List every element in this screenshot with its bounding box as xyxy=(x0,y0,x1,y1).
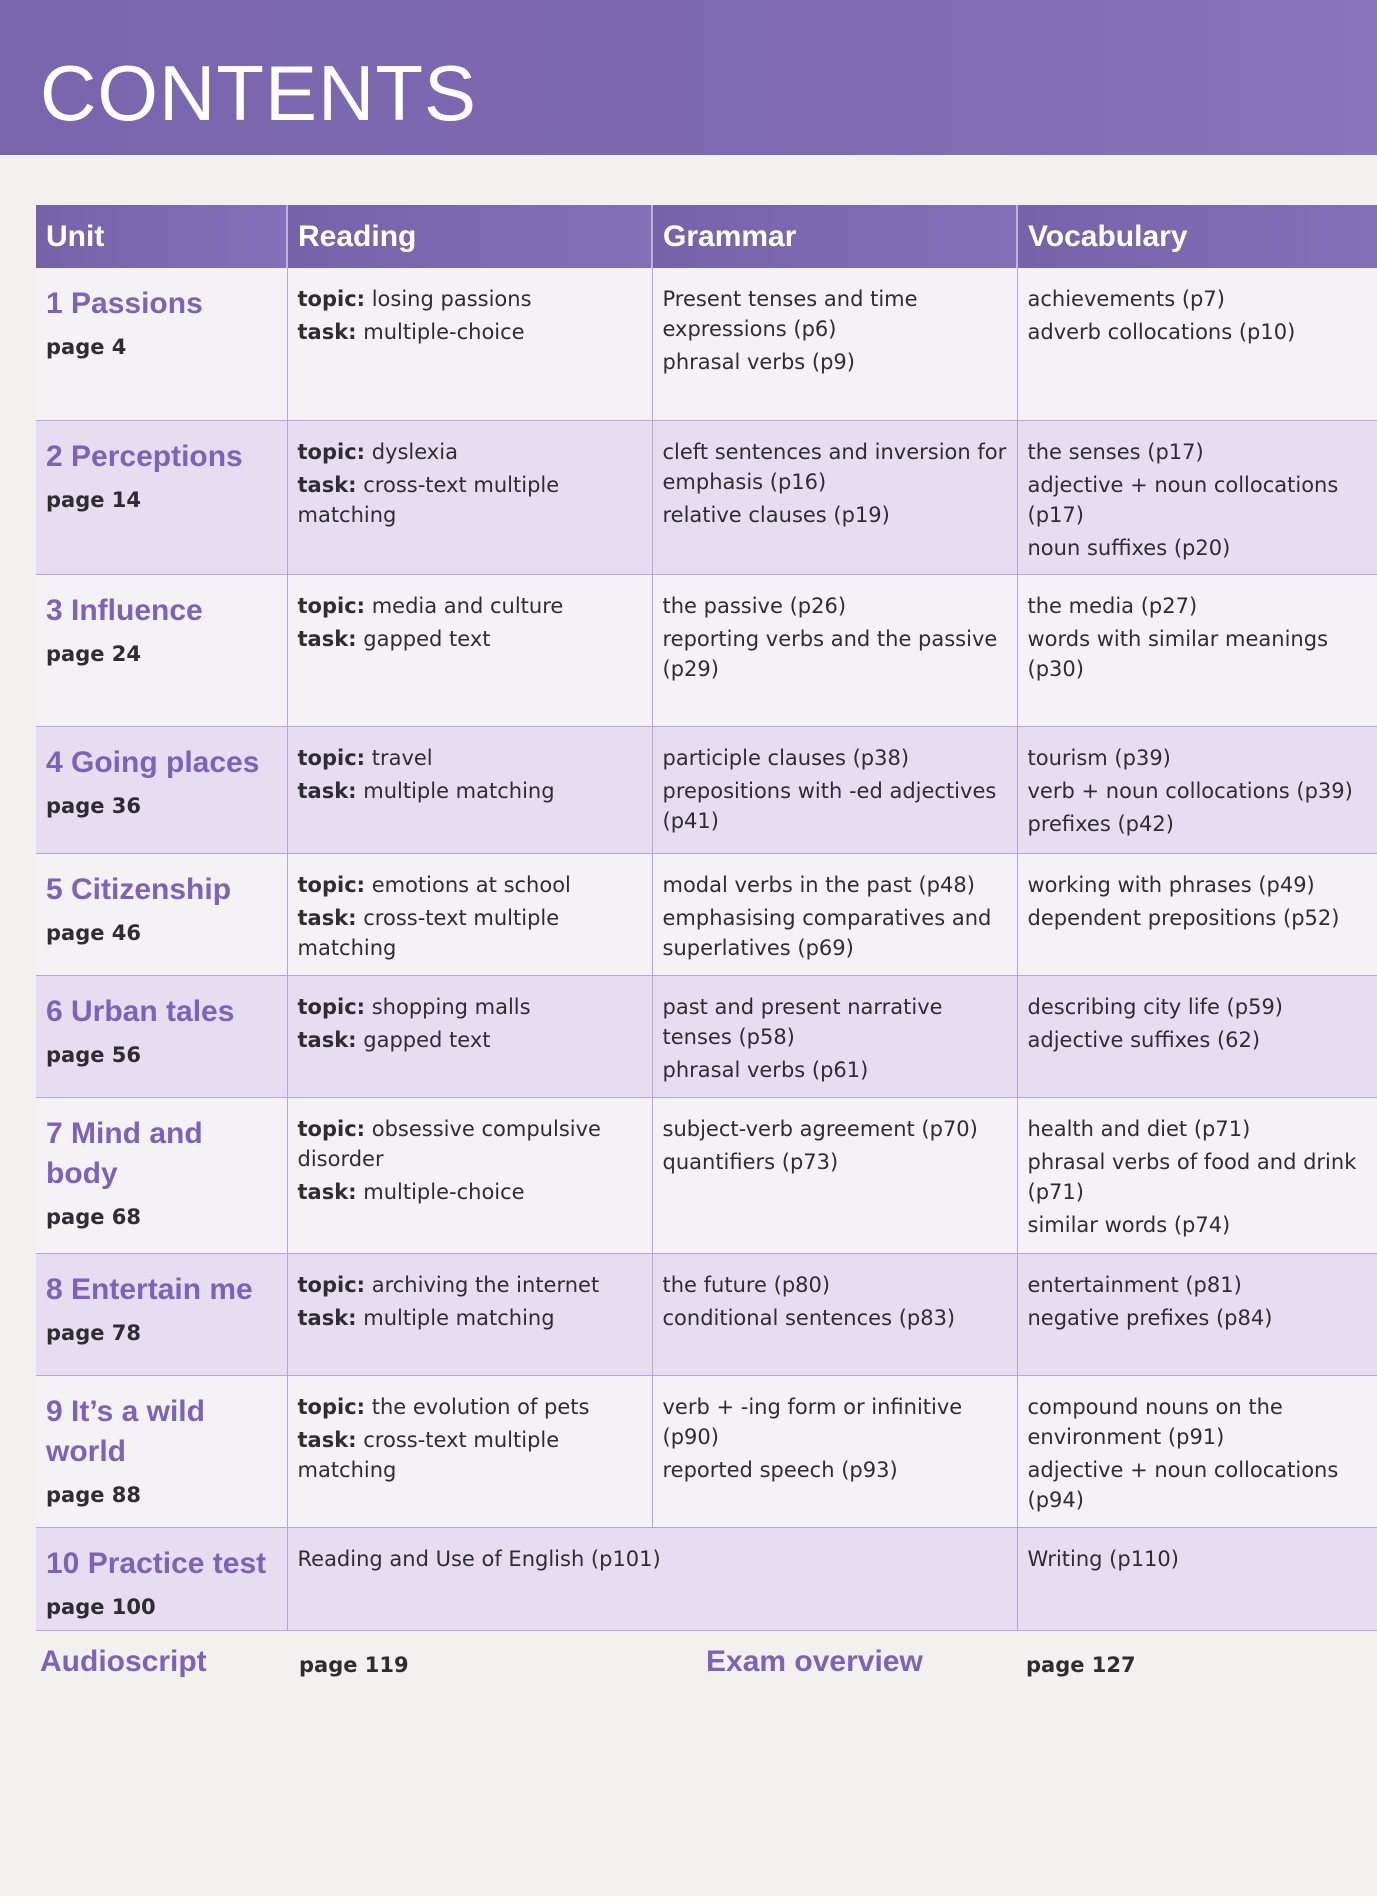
reading-cell xyxy=(287,574,652,726)
task-text: multiple matching xyxy=(356,1305,555,1330)
unit-page: page 46 xyxy=(46,920,142,945)
reading-task xyxy=(298,470,642,530)
topic-label: topic: xyxy=(297,1116,366,1141)
reading-cell xyxy=(287,1097,652,1253)
vocabulary-cell xyxy=(1017,420,1377,574)
task-label: task: xyxy=(297,1027,357,1052)
unit-cell xyxy=(36,1253,287,1375)
exam-overview-link[interactable]: Exam overview xyxy=(706,1645,923,1678)
task-text: multiple-choice xyxy=(356,320,525,344)
reading-topic xyxy=(298,284,642,314)
reading-grammar-span-cell xyxy=(287,1527,1017,1630)
grammar-cell xyxy=(652,853,1017,975)
reading-cell xyxy=(287,1253,652,1375)
task-text: gapped text xyxy=(356,1027,491,1052)
vocabulary-item: negative prefixes (p84) xyxy=(1027,1305,1273,1330)
table-header-row xyxy=(36,205,1377,268)
grammar-item: past and present narrative tenses (p58) xyxy=(662,994,943,1049)
column-header-unit: Unit xyxy=(36,205,287,268)
grammar-cell xyxy=(652,975,1017,1097)
topic-text: obsessive compulsive disorder xyxy=(297,1116,601,1171)
unit-title[interactable]: 10 Practice test xyxy=(46,1546,267,1580)
vocabulary-item: compound nouns on the environment (p91) xyxy=(1027,1394,1283,1449)
unit-title[interactable]: 3 Influence xyxy=(46,593,203,627)
reading-cell xyxy=(287,853,652,975)
unit-cell xyxy=(36,1097,287,1253)
grammar-item: relative clauses (p19) xyxy=(662,502,890,527)
task-label: task: xyxy=(297,320,357,344)
vocabulary-cell xyxy=(1017,1375,1377,1527)
reading-topic xyxy=(298,992,642,1022)
unit-page: page 14 xyxy=(46,487,142,512)
vocabulary-item: describing city life (p59) xyxy=(1027,994,1283,1019)
unit-title[interactable]: 1 Passions xyxy=(46,287,203,320)
topic-text: emotions at school xyxy=(365,872,571,897)
grammar-cell xyxy=(652,574,1017,726)
unit-title[interactable]: 4 Going places xyxy=(46,745,260,779)
topic-text: media and culture xyxy=(365,593,564,618)
topic-label: topic: xyxy=(297,287,366,311)
unit-title[interactable]: 7 Mind and body xyxy=(46,1116,203,1190)
grammar-item: quantifiers (p73) xyxy=(662,1149,839,1174)
reading-cell xyxy=(287,420,652,574)
task-label: task: xyxy=(297,905,357,930)
reading-cell xyxy=(287,268,652,420)
task-text: cross-text multiple matching xyxy=(297,472,560,527)
vocabulary-item: the media (p27) xyxy=(1027,593,1198,618)
header-banner xyxy=(0,0,1377,155)
task-label: task: xyxy=(297,1427,357,1452)
task-text: multiple matching xyxy=(356,778,555,803)
vocabulary-item: tourism (p39) xyxy=(1027,745,1171,770)
table-row xyxy=(36,574,1377,726)
vocabulary-cell xyxy=(1017,268,1377,420)
vocabulary-item: the senses (p17) xyxy=(1027,439,1204,464)
exam-overview-page: page 127 xyxy=(1026,1653,1136,1677)
vocabulary-item: similar words (p74) xyxy=(1027,1212,1231,1237)
grammar-item: reported speech (p93) xyxy=(662,1457,898,1482)
task-label: task: xyxy=(297,1305,357,1330)
reading-task xyxy=(298,1025,642,1055)
reading-cell xyxy=(287,1375,652,1527)
unit-title[interactable]: 5 Citizenship xyxy=(46,872,232,906)
reading-task xyxy=(298,624,642,654)
table-row xyxy=(36,268,1377,420)
grammar-item: phrasal verbs (p61) xyxy=(662,1057,869,1082)
task-label: task: xyxy=(297,472,357,497)
reading-task xyxy=(298,903,642,963)
reading-topic xyxy=(298,870,642,900)
topic-text: the evolution of pets xyxy=(365,1394,590,1419)
unit-title[interactable]: 8 Entertain me xyxy=(46,1272,253,1306)
unit-cell xyxy=(36,268,287,420)
grammar-item: Present tenses and time expressions (p6) xyxy=(662,287,918,341)
reading-task xyxy=(298,776,642,806)
column-header-grammar: Grammar xyxy=(652,205,1017,268)
vocabulary-item: entertainment (p81) xyxy=(1027,1272,1242,1297)
topic-text: shopping malls xyxy=(365,994,531,1019)
grammar-cell xyxy=(652,1253,1017,1375)
topic-label: topic: xyxy=(297,994,366,1019)
vocabulary-item: words with similar meanings (p30) xyxy=(1027,626,1329,681)
audioscript-page: page 119 xyxy=(299,1653,409,1677)
vocabulary-item: prefixes (p42) xyxy=(1027,811,1174,836)
grammar-cell xyxy=(652,420,1017,574)
reading-topic xyxy=(298,1270,642,1300)
grammar-item: the future (p80) xyxy=(662,1272,831,1297)
unit-cell xyxy=(36,574,287,726)
grammar-item: prepositions with -ed adjectives (p41) xyxy=(662,778,997,833)
unit-title[interactable]: 6 Urban tales xyxy=(46,994,235,1028)
vocabulary-item: health and diet (p71) xyxy=(1027,1116,1251,1141)
reading-task xyxy=(298,1177,642,1207)
unit-title[interactable]: 9 It’s a wild world xyxy=(46,1394,205,1468)
task-text: cross-text multiple matching xyxy=(297,1427,560,1482)
unit-page: page 100 xyxy=(46,1594,156,1619)
page-title: CONTENTS xyxy=(40,49,477,137)
table-row xyxy=(36,975,1377,1097)
grammar-cell xyxy=(652,726,1017,853)
topic-label: topic: xyxy=(297,439,366,464)
vocabulary-cell xyxy=(1017,975,1377,1097)
unit-title[interactable]: 2 Perceptions xyxy=(46,439,243,473)
grammar-item: verb + -ing form or infinitive (p90) xyxy=(662,1394,963,1449)
table-row xyxy=(36,853,1377,975)
task-label: task: xyxy=(297,626,357,651)
grammar-item: reporting verbs and the passive (p29) xyxy=(662,626,998,681)
audioscript-link[interactable]: Audioscript xyxy=(40,1645,207,1678)
reading-topic xyxy=(298,1114,642,1174)
grammar-item: emphasising comparatives and superlatives (p69) xyxy=(662,905,992,960)
grammar-item: phrasal verbs (p9) xyxy=(662,350,855,374)
unit-page: page 78 xyxy=(46,1320,142,1345)
vocabulary-cell xyxy=(1017,1253,1377,1375)
unit-cell xyxy=(36,1375,287,1527)
grammar-item: participle clauses (p38) xyxy=(662,745,910,770)
unit-cell xyxy=(36,420,287,574)
topic-label: topic: xyxy=(297,1272,366,1297)
practice-test-reading: Reading and Use of English (p101) xyxy=(297,1546,661,1571)
vocabulary-cell xyxy=(1017,574,1377,726)
column-header-reading: Reading xyxy=(287,205,652,268)
reading-task xyxy=(298,317,642,347)
topic-text: travel xyxy=(365,745,433,770)
vocabulary-item: phrasal verbs of food and drink (p71) xyxy=(1027,1149,1357,1204)
task-label: task: xyxy=(297,778,357,803)
vocabulary-cell xyxy=(1017,1527,1377,1630)
task-label: task: xyxy=(297,1179,357,1204)
reading-task xyxy=(298,1303,642,1333)
unit-cell xyxy=(36,975,287,1097)
reading-topic xyxy=(298,1392,642,1422)
reading-topic xyxy=(298,437,642,467)
reading-topic xyxy=(298,743,642,773)
topic-text: losing passions xyxy=(365,287,532,311)
reading-task xyxy=(298,1425,642,1485)
unit-page: page 68 xyxy=(46,1204,142,1229)
topic-label: topic: xyxy=(297,872,366,897)
table-row xyxy=(36,1527,1377,1630)
vocabulary-item: Writing (p110) xyxy=(1027,1546,1179,1571)
grammar-item: conditional sentences (p83) xyxy=(662,1305,956,1330)
unit-page: page 36 xyxy=(46,793,142,818)
table-row xyxy=(36,726,1377,853)
grammar-cell xyxy=(652,268,1017,420)
contents-table xyxy=(36,205,1377,1631)
topic-text: archiving the internet xyxy=(365,1272,600,1297)
task-text: gapped text xyxy=(356,626,491,651)
vocabulary-item: verb + noun collocations (p39) xyxy=(1027,778,1353,803)
unit-cell xyxy=(36,726,287,853)
vocabulary-cell xyxy=(1017,853,1377,975)
unit-page: page 56 xyxy=(46,1042,142,1067)
grammar-item: the passive (p26) xyxy=(662,593,847,618)
vocabulary-item: adjective suffixes (62) xyxy=(1027,1027,1261,1052)
unit-page: page 88 xyxy=(46,1482,142,1507)
unit-cell xyxy=(36,853,287,975)
grammar-item: modal verbs in the past (p48) xyxy=(662,872,975,897)
vocabulary-item: noun suffixes (p20) xyxy=(1027,535,1231,560)
unit-cell xyxy=(36,1527,287,1630)
reading-cell xyxy=(287,975,652,1097)
reading-cell xyxy=(287,726,652,853)
vocabulary-item: working with phrases (p49) xyxy=(1027,872,1315,897)
task-text: cross-text multiple matching xyxy=(297,905,560,960)
table-row xyxy=(36,1375,1377,1527)
column-header-vocabulary: Vocabulary xyxy=(1017,205,1377,268)
vocabulary-cell xyxy=(1017,726,1377,853)
vocabulary-item: achievements (p7) xyxy=(1027,287,1225,311)
vocabulary-cell xyxy=(1017,1097,1377,1253)
reading-topic xyxy=(298,591,642,621)
topic-label: topic: xyxy=(297,745,366,770)
table-row xyxy=(36,420,1377,574)
unit-page: page 24 xyxy=(46,641,142,666)
topic-label: topic: xyxy=(297,593,366,618)
task-text: multiple-choice xyxy=(356,1179,525,1204)
unit-page: page 4 xyxy=(46,335,127,359)
vocabulary-item: adjective + noun collocations (p94) xyxy=(1027,1457,1339,1512)
grammar-item: subject-verb agreement (p70) xyxy=(662,1116,978,1141)
grammar-cell xyxy=(652,1375,1017,1527)
grammar-item: cleft sentences and inversion for emphasis (p16) xyxy=(662,439,1007,494)
vocabulary-item: dependent prepositions (p52) xyxy=(1027,905,1340,930)
table-row xyxy=(36,1253,1377,1375)
vocabulary-item: adjective + noun collocations (p17) xyxy=(1027,472,1339,527)
grammar-cell xyxy=(652,1097,1017,1253)
table-row xyxy=(36,1097,1377,1253)
vocabulary-item: adverb collocations (p10) xyxy=(1027,320,1296,344)
topic-label: topic: xyxy=(297,1394,366,1419)
topic-text: dyslexia xyxy=(365,439,458,464)
